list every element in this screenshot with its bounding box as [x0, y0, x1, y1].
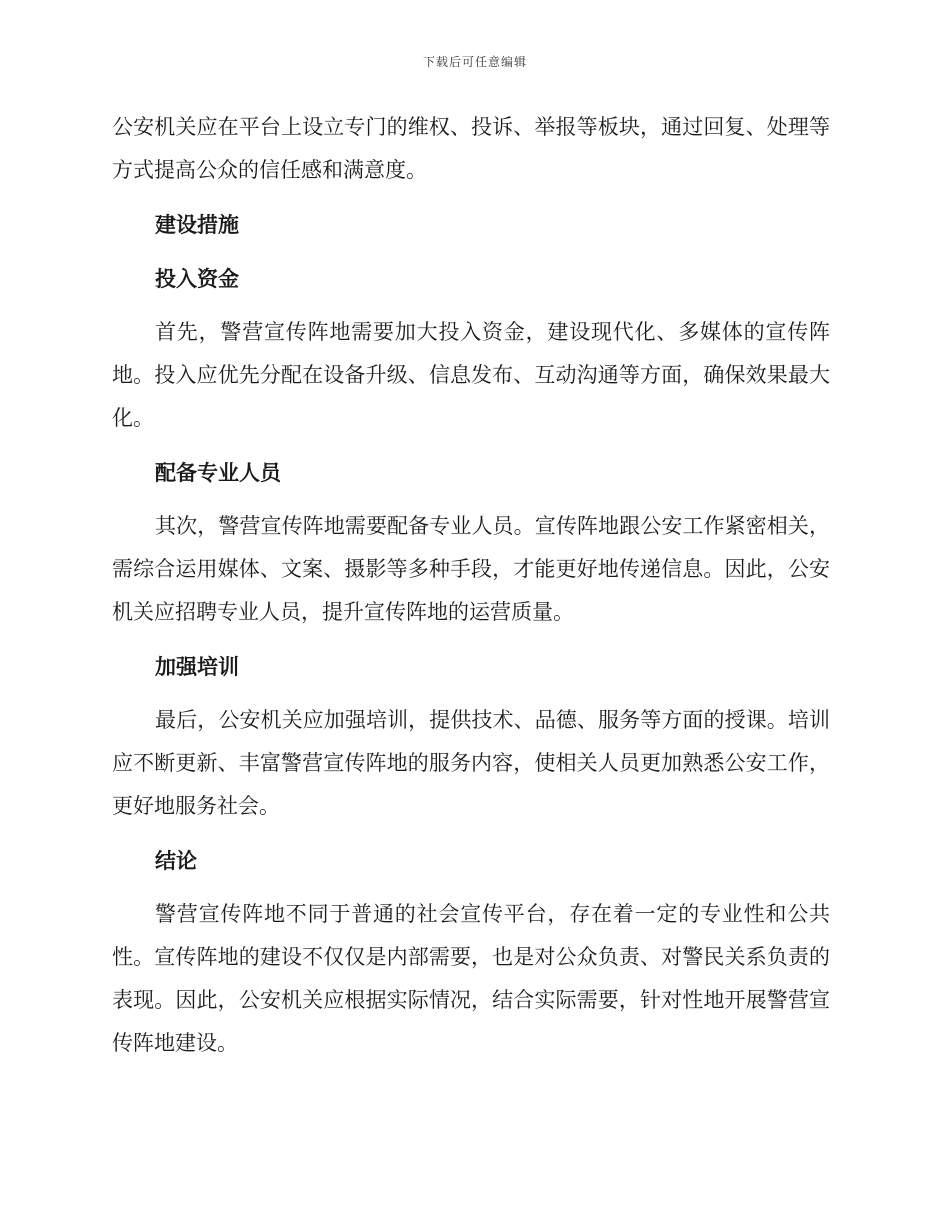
conclusion-text: 警营宣传阵地不同于普通的社会宣传平台，存在着一定的专业性和公共性。宣传阵地的建设不仅仅是内部需要，也是对公众负责、对警民关系负责的表现。因此，公安机关应根据实际情况，结合实际需要，针对性地开展警营宣传阵地建设。: [112, 902, 830, 1055]
section-title-measures: 建设措施: [155, 212, 239, 237]
subsection-text-funding: 首先，警营宣传阵地需要加大投入资金，建设现代化、多媒体的宣传阵地。投入应优先分配在设备升级、信息发布、互动沟通等方面，确保效果最大化。: [112, 320, 830, 430]
conclusion-title: 结论: [155, 848, 197, 873]
document-body: [112, 106, 830, 1065]
subsection-title-staffing: 配备专业人员: [155, 460, 281, 485]
subsection-title-funding: 投入资金: [155, 266, 239, 291]
page-header-note: 下载后可任意编辑: [422, 55, 527, 69]
subsection-text-training: 最后，公安机关应加强培训，提供技术、品德、服务等方面的授课。培训应不断更新、丰富警营宣传阵地的服务内容，使相关人员更加熟悉公安工作，更好地服务社会。: [112, 708, 830, 818]
subsection-title-training: 加强培训: [155, 654, 239, 679]
intro-paragraph: 公安机关应在平台上设立专门的维权、投诉、举报等板块，通过回复、处理等方式提高公众的信任感和满意度。: [112, 115, 830, 182]
subsection-text-staffing: 其次，警营宣传阵地需要配备专业人员。宣传阵地跟公安工作紧密相关，需综合运用媒体、文案、摄影等多种手段，才能更好地传递信息。因此，公安机关应招聘专业人员，提升宣传阵地的运营质量。: [112, 514, 830, 624]
